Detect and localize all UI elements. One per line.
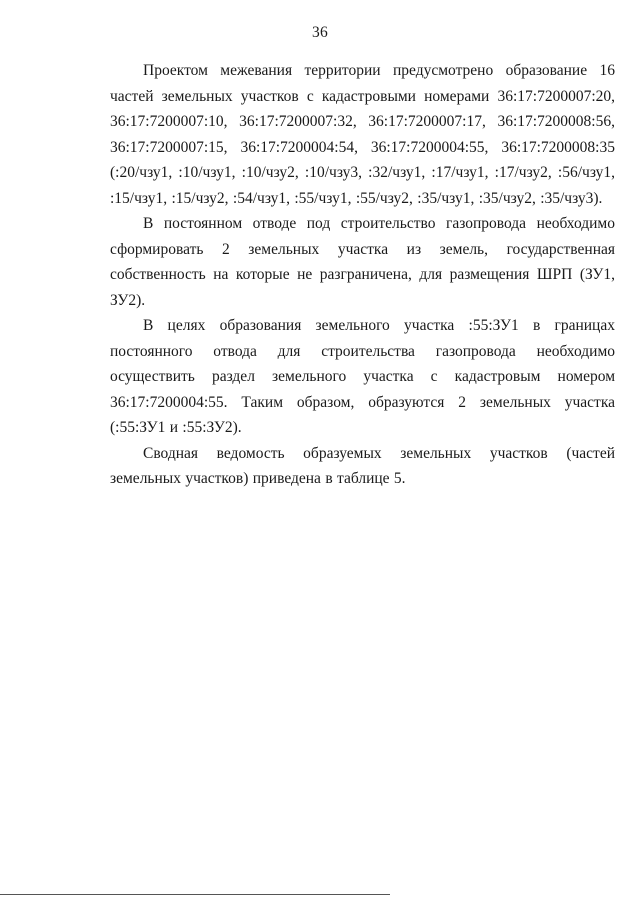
page-number: 36 [312, 24, 328, 41]
document-body [110, 58, 615, 492]
bottom-divider [0, 894, 390, 895]
paragraph-land-parts: Проектом межевания территории предусмотрено образование 16 частей земельных участков с кадастровыми номерами 36:17:7200007:20, 36:17:7200007:10, 36:17:7200007:32, 36:17:7200007:17, 36:17:7200008:56, 36:17:7200007:15, 36:17:7200004:54, 36:17:7200004:55, 36:17:7200008:35 (:20/чзу1, :10/чзу1, :10/чзу2, :10/чзу3, :32/чзу1, :17/чзу1, :17/чзу2, :56/чзу1, :15/чзу1, :15/чзу2, :54/чзу1, :55/чзу1, :55/чзу2, :35/чзу1, :35/чзу2, :35/чзу3). [110, 62, 615, 207]
paragraph-plot-division: В целях образования земельного участка :55:ЗУ1 в границах постоянного отвода для строительства газопровода необходимо осуществить раздел земельного участка с кадастровым номером 36:17:7200004:55. Таким образом, образуются 2 земельных участка (:55:ЗУ1 и :55:ЗУ2). [110, 317, 615, 436]
paragraph-permanent-allotment: В постоянном отводе под строительство газопровода необходимо сформировать 2 земельных участка из земель, государственная собственность на которые не разграничена, для размещения ШРП (ЗУ1, ЗУ2). [110, 215, 615, 309]
paragraph-summary-reference: Сводная ведомость образуемых земельных участков (частей земельных участков) приведена в таблице 5. [110, 444, 615, 487]
